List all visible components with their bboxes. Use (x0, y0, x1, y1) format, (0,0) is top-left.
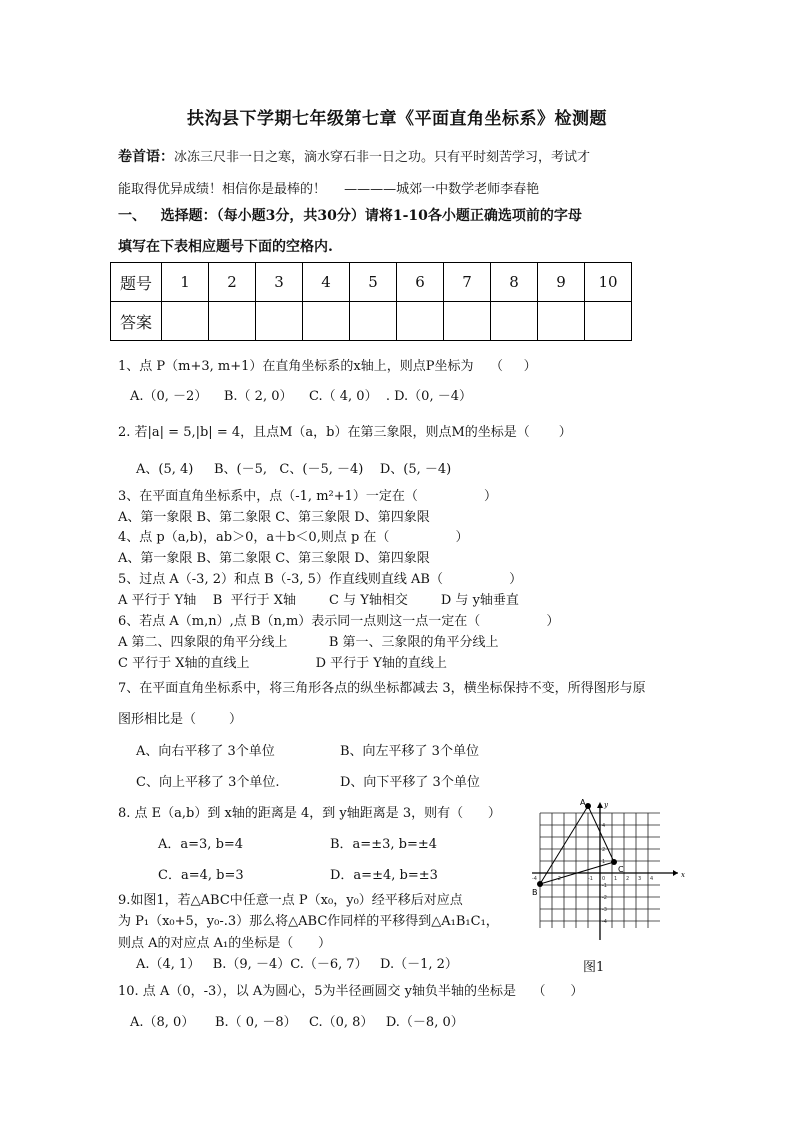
table-number-cell: 10 (585, 263, 632, 302)
table-number-cell: 7 (444, 263, 491, 302)
q4-options: A、第一象限 B、第二象限 C、第三象限 D、第四象限 (118, 551, 430, 566)
answer-cell[interactable] (585, 302, 632, 341)
svg-text:-2: -2 (556, 876, 561, 882)
svg-text:-1: -1 (588, 876, 593, 882)
table-number-cell: 1 (162, 263, 209, 302)
point-c-marker (611, 859, 617, 865)
q6-stem: 6、若点 A（m,n）,点 B（n,m）表示同一点则这一点一定在（ ） (118, 614, 560, 629)
q6-option-ab: A 第二、四象限的角平分线上 B 第一、三象限的角平分线上 (118, 635, 499, 650)
q1-stem: 1、点 P（m+3, m+1）在直角坐标系的x轴上，则点P坐标为 （ ） (118, 359, 537, 374)
q5-options: A 平行于 Y轴 B 平行于 X轴 C 与 Y轴相交 D 与 y轴垂直 (118, 593, 519, 608)
section-heading-2: 填写在下表相应题号下面的空格内. (118, 239, 333, 255)
table-number-cell: 6 (397, 263, 444, 302)
answer-cell[interactable] (538, 302, 585, 341)
svg-text:-4: -4 (532, 876, 537, 882)
point-a-marker (585, 803, 591, 809)
q10-stem: 10. 点 A（0，-3），以 A为圆心，5为半径画圆交 y轴负半轴的坐标是 （ ） (118, 984, 584, 999)
q8-option-d: D．a=±4, b=±3 (330, 868, 438, 883)
answer-cell[interactable] (209, 302, 256, 341)
svg-text:1: 1 (614, 876, 618, 882)
triangle-abc (540, 806, 614, 884)
q9-options: A.（4, 1） B.（9, －4）C.（－6, 7） D.（－1, 2） (136, 957, 458, 972)
svg-text:4: 4 (602, 823, 606, 829)
answer-cell[interactable] (397, 302, 444, 341)
answer-table (110, 262, 632, 341)
table-number-cell: 4 (303, 263, 350, 302)
svg-text:0: 0 (602, 876, 606, 882)
q10-options: A.（8, 0） B.（ 0, －8） C.（0, 8） D.（－8, 0） (130, 1015, 464, 1030)
table-label-number: 题号 (111, 263, 162, 302)
answer-cell[interactable] (256, 302, 303, 341)
tick-labels (532, 823, 653, 925)
svg-text:2: 2 (626, 876, 630, 882)
answer-table-header-row (111, 263, 632, 302)
svg-text:3: 3 (638, 876, 642, 882)
section-heading-1: 一、 选择题：（每小题3分，共30分）请将1-10各小题正确选项前的字母 (118, 208, 582, 224)
q7-option-b: B、向左平移了 3个单位 (340, 744, 479, 759)
q7-stem-1: 7、在平面直角坐标系中，将三角形各点的纵坐标都减去 3，横坐标保持不变，所得图形与原 (118, 681, 646, 696)
y-axis-arrow-icon (597, 802, 603, 808)
intro-signature: ————城郊一中数学老师李春艳 (344, 182, 540, 197)
table-number-cell: 5 (350, 263, 397, 302)
svg-text:1: 1 (602, 859, 606, 865)
q4-stem: 4、点 p（a,b)，ab＞0，a＋b＜0,则点 p 在（ ） (118, 530, 469, 545)
q9-stem-1: 9.如图1，若△ABC中任意一点 P（x₀，y₀）经平移后对应点 (118, 893, 463, 908)
answer-cell[interactable] (491, 302, 538, 341)
q2-options: A、(5, 4) B、(－5, C、(－5, －4) D、(5, －4) (136, 462, 452, 477)
intro-label: 卷首语： (118, 149, 174, 165)
x-axis-arrow-icon (673, 870, 678, 876)
answer-cell[interactable] (444, 302, 491, 341)
figure-caption: 图1 (583, 960, 605, 975)
svg-text:-3: -3 (602, 907, 607, 913)
q5-stem: 5、过点 A（-3, 2）和点 B（-3, 5）作直线则直线 AB（ ） (118, 572, 523, 587)
q8-option-a: A．a=3, b=4 (158, 837, 244, 852)
q7-stem-2: 图形相比是（ ） (118, 712, 243, 727)
q8-option-c: C．a=4, b=3 (158, 868, 244, 883)
intro-line-2 (118, 178, 539, 197)
x-axis-label: x (681, 871, 685, 879)
table-label-answer: 答案 (111, 302, 162, 341)
q8-stem: 8. 点 E（a,b）到 x轴的距离是 4，到 y轴距离是 3，则有（ ） (118, 806, 501, 821)
point-c-label: C (618, 865, 624, 874)
q8-option-b: B．a=±3, b=±4 (330, 837, 438, 852)
page-title: 扶沟县下学期七年级第七章《平面直角坐标系》检测题 (187, 109, 607, 129)
intro-text-1: 冰冻三尺非一日之寒，滴水穿石非一日之功。只有平时刻苦学习，考试才 (174, 150, 591, 165)
q2-stem: 2. 若|a| = 5,|b| = 4，且点M（a，b）在第三象限，则点M的坐标是（ ） (118, 425, 572, 440)
q9-stem-2: 为 P₁（x₀+5，y₀-.3）那么将△ABC作同样的平移得到△A₁B₁C₁， (118, 914, 499, 929)
q7-option-a: A、向右平移了 3个单位 (136, 744, 275, 759)
y-axis-label: y (604, 801, 608, 809)
answer-table-answer-row (111, 302, 632, 341)
table-number-cell: 3 (256, 263, 303, 302)
q3-options: A、第一象限 B、第二象限 C、第三象限 D、第四象限 (118, 510, 430, 525)
table-number-cell: 9 (538, 263, 585, 302)
answer-cell[interactable] (162, 302, 209, 341)
figure-1-coordinate-grid (528, 798, 688, 948)
svg-text:-1: -1 (602, 883, 607, 889)
answer-cell[interactable] (303, 302, 350, 341)
svg-text:4: 4 (650, 876, 654, 882)
q9-stem-3: 则点 A的对应点 A₁的坐标是（ ） (118, 936, 332, 951)
answer-cell[interactable] (350, 302, 397, 341)
q1-options: A.（0, －2） B.（ 2, 0） C.（ 4, 0） . D.（0, －4） (130, 389, 472, 404)
point-b-label: B (532, 888, 538, 897)
point-b-marker (537, 881, 543, 887)
point-a-label: A (580, 798, 586, 807)
intro-line-1 (118, 146, 590, 166)
svg-text:2: 2 (602, 847, 606, 853)
q6-option-cd: C 平行于 X轴的直线上 D 平行于 Y轴的直线上 (118, 656, 447, 671)
q7-option-d: D、向下平移了 3个单位 (340, 775, 480, 790)
q3-stem: 3、在平面直角坐标系中，点（-1, m²+1）一定在（ ） (118, 489, 498, 504)
intro-text-2: 能取得优异成绩！相信你是最棒的！ (118, 182, 327, 197)
svg-text:-4: -4 (602, 919, 607, 925)
q7-option-c: C、向上平移了 3个单位. (136, 775, 280, 790)
table-number-cell: 2 (209, 263, 256, 302)
svg-text:-2: -2 (602, 895, 607, 901)
table-number-cell: 8 (491, 263, 538, 302)
